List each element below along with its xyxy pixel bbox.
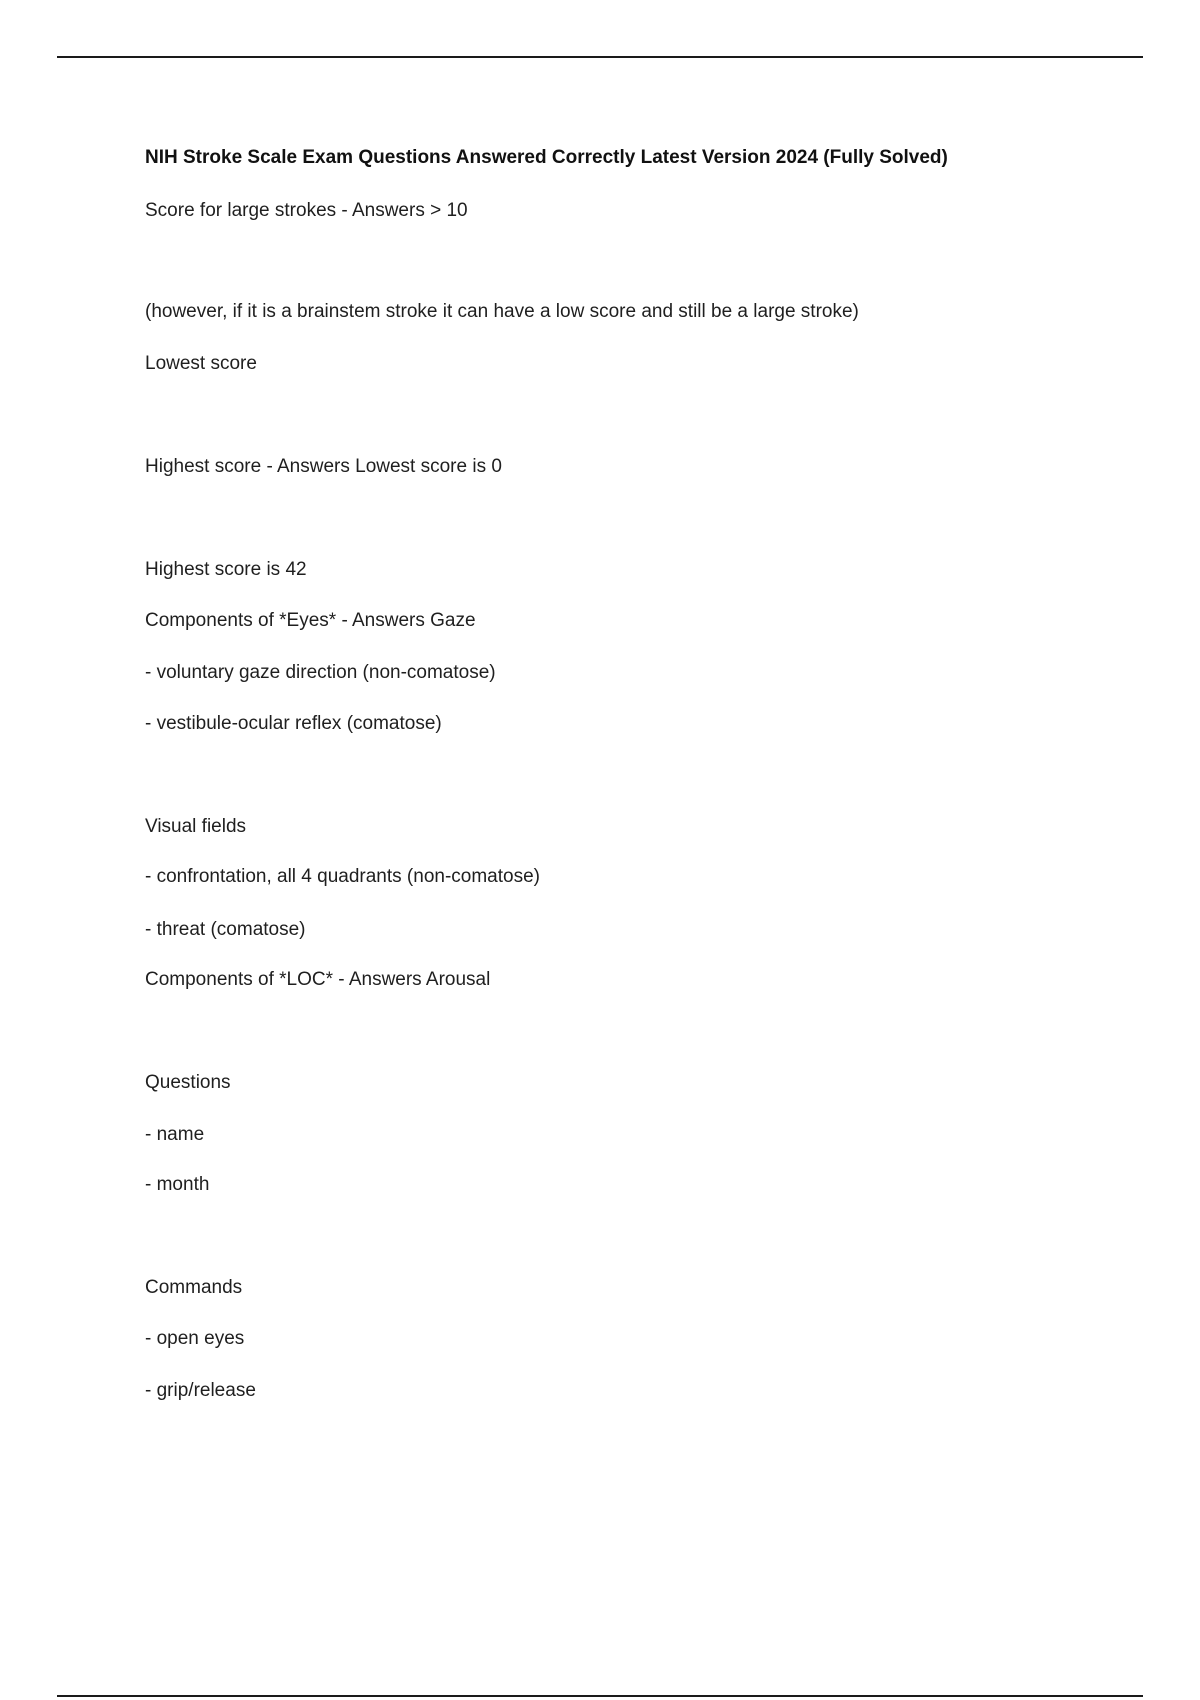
text-line: - vestibule-ocular reflex (comatose): [145, 713, 442, 734]
text-line: Questions: [145, 1072, 231, 1093]
text-line: - month: [145, 1174, 210, 1195]
text-line: - voluntary gaze direction (non-comatose): [145, 662, 496, 683]
text-line: - name: [145, 1124, 205, 1145]
text-line: - grip/release: [145, 1380, 256, 1401]
text-line: Components of *LOC* - Answers Arousal: [145, 969, 491, 990]
text-line: Highest score is 42: [145, 559, 307, 580]
text-line: (however, if it is a brainstem stroke it can have a low score and still be a large stroke): [145, 301, 859, 322]
document-title: NIH Stroke Scale Exam Questions Answered Correctly Latest Version 2024 (Fully Solved): [145, 147, 948, 168]
bottom-rule: [57, 1695, 1143, 1697]
top-rule: [57, 56, 1143, 58]
text-line: Visual fields: [145, 816, 247, 837]
text-line: - open eyes: [145, 1328, 245, 1349]
text-line: Commands: [145, 1277, 243, 1298]
text-line: Score for large strokes - Answers > 10: [145, 200, 468, 221]
text-line: Components of *Eyes* - Answers Gaze: [145, 610, 476, 631]
text-line: - threat (comatose): [145, 919, 306, 940]
text-line: Lowest score: [145, 353, 257, 374]
text-line: - confrontation, all 4 quadrants (non-comatose): [145, 866, 540, 887]
text-line: Highest score - Answers Lowest score is 0: [145, 456, 502, 477]
